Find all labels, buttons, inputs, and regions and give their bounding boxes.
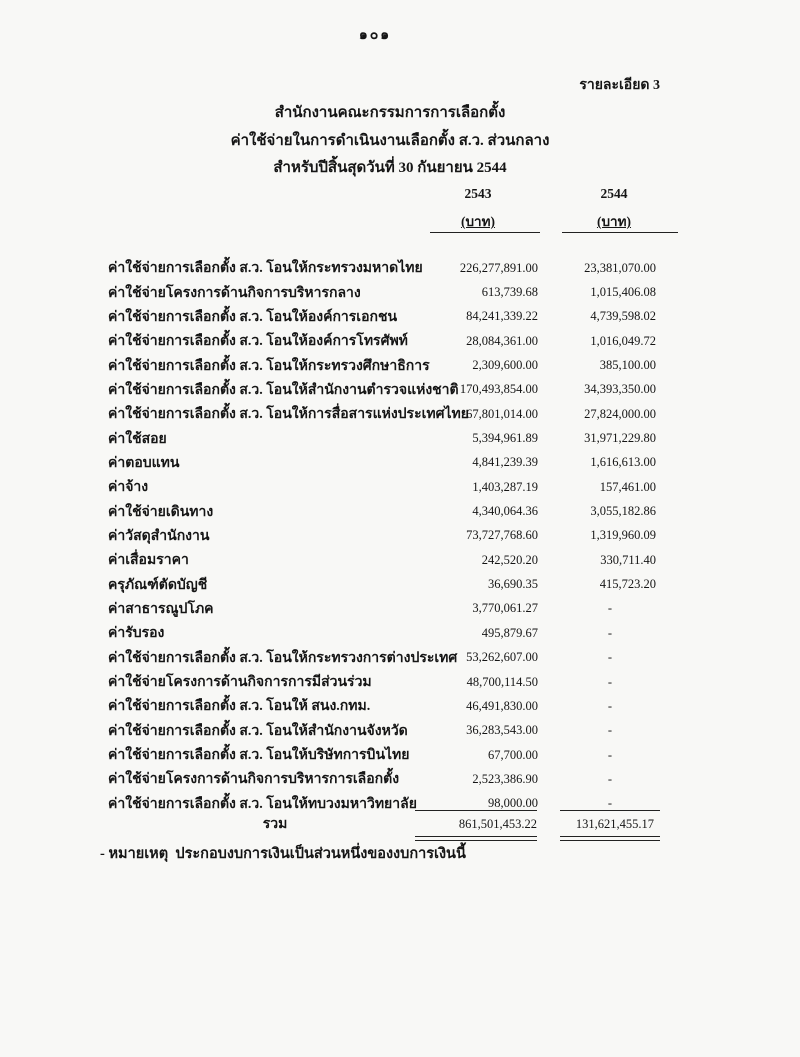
row-value-2544: -: [607, 698, 613, 713]
total-bottom-rule-2543: [415, 836, 537, 841]
total-label: รวม: [262, 817, 288, 832]
row-value-2544: 1,319,960.09: [590, 528, 656, 543]
table-row: [0, 719, 800, 743]
row-value-2543: 2,523,386.90: [472, 771, 538, 786]
footnote: - หมายเหตุ ประกอบงบการเงินเป็นส่วนหนึ่งของงบการเงินนี้: [100, 846, 466, 862]
table-row: [0, 524, 800, 548]
row-label: ค่าใช้จ่ายการเลือกตั้ง ส.ว. โอนให้ทบวงมหาวิทยาลัย: [108, 796, 417, 812]
row-value-2543: 2,309,600.00: [472, 358, 538, 373]
row-value-2543: 53,262,607.00: [466, 650, 538, 665]
header-rule-2543: [430, 232, 540, 233]
row-label: ค่าใช้จ่ายการเลือกตั้ง ส.ว. โอนให้ สนง.กทม.: [108, 699, 371, 715]
row-value-2544: 415,723.20: [599, 577, 656, 592]
row-value-2543: 36,690.35: [488, 577, 538, 592]
row-label: ค่าใช้จ่ายการเลือกตั้ง ส.ว. โอนให้กระทรวงมหาดไทย: [108, 261, 423, 277]
table-row: [0, 329, 800, 353]
row-value-2544: 34,393,350.00: [584, 382, 656, 397]
row-value-2543: 73,727,768.60: [466, 528, 538, 543]
table-row: [0, 548, 800, 572]
table-row: [0, 475, 800, 499]
table-row: [0, 694, 800, 718]
row-value-2544: 27,824,000.00: [584, 406, 656, 421]
row-value-2543: 67,801,014.00: [466, 406, 538, 421]
row-value-2544: -: [607, 747, 613, 762]
column-header-2543: [418, 186, 538, 232]
table-row: [0, 353, 800, 377]
row-label: ค่าเสื่อมราคา: [108, 553, 189, 569]
row-label: ค่าใช้จ่ายการเลือกตั้ง ส.ว. โอนให้บริษัทการบินไทย: [108, 748, 410, 764]
detail-reference: รายละเอียด 3: [579, 78, 660, 93]
total-top-rule-2544: [560, 810, 660, 811]
table-row: [0, 426, 800, 450]
row-value-2544: 1,016,049.72: [590, 333, 656, 348]
table-row: [0, 670, 800, 694]
row-value-2544: 23,381,070.00: [584, 260, 656, 275]
expense-rows: [0, 256, 800, 816]
table-row: [0, 378, 800, 402]
row-label: ค่าใช้จ่ายโครงการด้านกิจการการมีส่วนร่วม: [108, 675, 372, 691]
row-value-2543: 495,879.67: [481, 625, 538, 640]
row-value-2543: 613,739.68: [481, 285, 538, 300]
row-value-2543: 98,000.00: [488, 796, 538, 811]
header-rule-2544: [562, 232, 678, 233]
row-label: ค่าใช้สอย: [108, 431, 167, 447]
year-label-2544: 2544: [600, 186, 628, 201]
row-label: ค่าใช้จ่ายการเลือกตั้ง ส.ว. โอนให้การสื่อสารแห่งประเทศไทย: [108, 407, 469, 423]
row-label: ค่าใช้จ่ายโครงการด้านกิจการบริหารกลาง: [108, 285, 361, 301]
table-row: [0, 402, 800, 426]
row-value-2543: 28,084,361.00: [466, 333, 538, 348]
column-header-2544: [556, 186, 672, 232]
row-label: ค่าใช้จ่ายการเลือกตั้ง ส.ว. โอนให้สำนักงานตำรวจแห่งชาติ: [108, 382, 459, 398]
table-row: [0, 621, 800, 645]
row-value-2544: 330,711.40: [600, 552, 656, 567]
total-value-2544: 131,621,455.17: [575, 816, 654, 831]
row-value-2544: -: [607, 723, 613, 738]
total-value-2543: 861,501,453.22: [458, 816, 537, 831]
row-value-2543: 84,241,339.22: [466, 309, 538, 324]
row-value-2543: 5,394,961.89: [472, 431, 538, 446]
table-row: [0, 743, 800, 767]
total-top-rule-2543: [415, 810, 537, 811]
row-value-2543: 4,841,239.39: [472, 455, 538, 470]
row-label: ครุภัณฑ์ตัดบัญชี: [108, 577, 208, 593]
table-row: [0, 451, 800, 475]
row-value-2544: -: [607, 771, 613, 786]
table-row: [0, 597, 800, 621]
table-row: [0, 280, 800, 304]
row-value-2543: 1,403,287.19: [472, 479, 538, 494]
title-line-3: สำหรับปีสิ้นสุดวันที่ 30 กันยายน 2544: [273, 160, 507, 176]
row-label: ค่าตอบแทน: [108, 455, 180, 471]
table-row: [0, 499, 800, 523]
row-label: ค่าใช้จ่ายเดินทาง: [108, 504, 214, 520]
row-value-2543: 226,277,891.00: [459, 260, 538, 275]
row-value-2544: -: [607, 650, 613, 665]
table-row: [0, 572, 800, 596]
row-value-2544: 385,100.00: [599, 358, 656, 373]
row-value-2543: 46,491,830.00: [466, 698, 538, 713]
row-value-2543: 3,770,061.27: [472, 601, 538, 616]
row-value-2543: 4,340,064.36: [472, 504, 538, 519]
row-value-2544: -: [607, 601, 613, 616]
row-label: ค่ารับรอง: [108, 626, 165, 642]
row-value-2543: 48,700,114.50: [466, 674, 538, 689]
row-value-2544: -: [607, 796, 613, 811]
row-value-2543: 170,493,854.00: [459, 382, 538, 397]
row-value-2544: 31,971,229.80: [584, 431, 656, 446]
table-row: [0, 305, 800, 329]
row-value-2544: 1,015,406.08: [590, 285, 656, 300]
row-value-2543: 67,700.00: [488, 747, 538, 762]
title-line-1: สำนักงานคณะกรรมการการเลือกตั้ง: [274, 105, 506, 121]
page-number: ๑๐๑: [358, 28, 392, 43]
table-row: [0, 646, 800, 670]
row-label: ค่าจ้าง: [108, 480, 149, 496]
row-value-2544: 1,616,613.00: [590, 455, 656, 470]
row-label: ค่าสาธารณูปโภค: [108, 601, 214, 617]
year-label-2543: 2543: [464, 186, 492, 201]
row-label: ค่าใช้จ่ายการเลือกตั้ง ส.ว. โอนให้กระทรวงการต่างประเทศ: [108, 650, 458, 666]
row-value-2544: 3,055,182.86: [590, 504, 656, 519]
row-label: ค่าวัสดุสำนักงาน: [108, 528, 210, 544]
row-value-2543: 242,520.20: [481, 552, 538, 567]
unit-label-2544: (บาท): [596, 214, 632, 229]
title-line-2: ค่าใช้จ่ายในการดำเนินงานเลือกตั้ง ส.ว. ส่วนกลาง: [230, 132, 550, 149]
row-value-2544: 4,739,598.02: [590, 309, 656, 324]
row-value-2543: 36,283,543.00: [466, 723, 538, 738]
table-row: [0, 256, 800, 280]
document-title: [90, 100, 690, 183]
total-row: [0, 813, 800, 835]
row-value-2544: -: [607, 625, 613, 640]
table-row: [0, 767, 800, 791]
row-value-2544: -: [607, 674, 613, 689]
row-label: ค่าใช้จ่ายโครงการด้านกิจการบริหารการเลือกตั้ง: [108, 772, 400, 788]
row-label: ค่าใช้จ่ายการเลือกตั้ง ส.ว. โอนให้กระทรวงศึกษาธิการ: [108, 358, 430, 374]
unit-label-2543: (บาท): [460, 214, 496, 229]
row-label: ค่าใช้จ่ายการเลือกตั้ง ส.ว. โอนให้องค์การโทรศัพท์: [108, 334, 408, 350]
row-value-2544: 157,461.00: [599, 479, 656, 494]
row-label: ค่าใช้จ่ายการเลือกตั้ง ส.ว. โอนให้องค์การเอกชน: [108, 309, 398, 325]
row-label: ค่าใช้จ่ายการเลือกตั้ง ส.ว. โอนให้สำนักงานจังหวัด: [108, 723, 408, 739]
total-bottom-rule-2544: [560, 836, 660, 841]
